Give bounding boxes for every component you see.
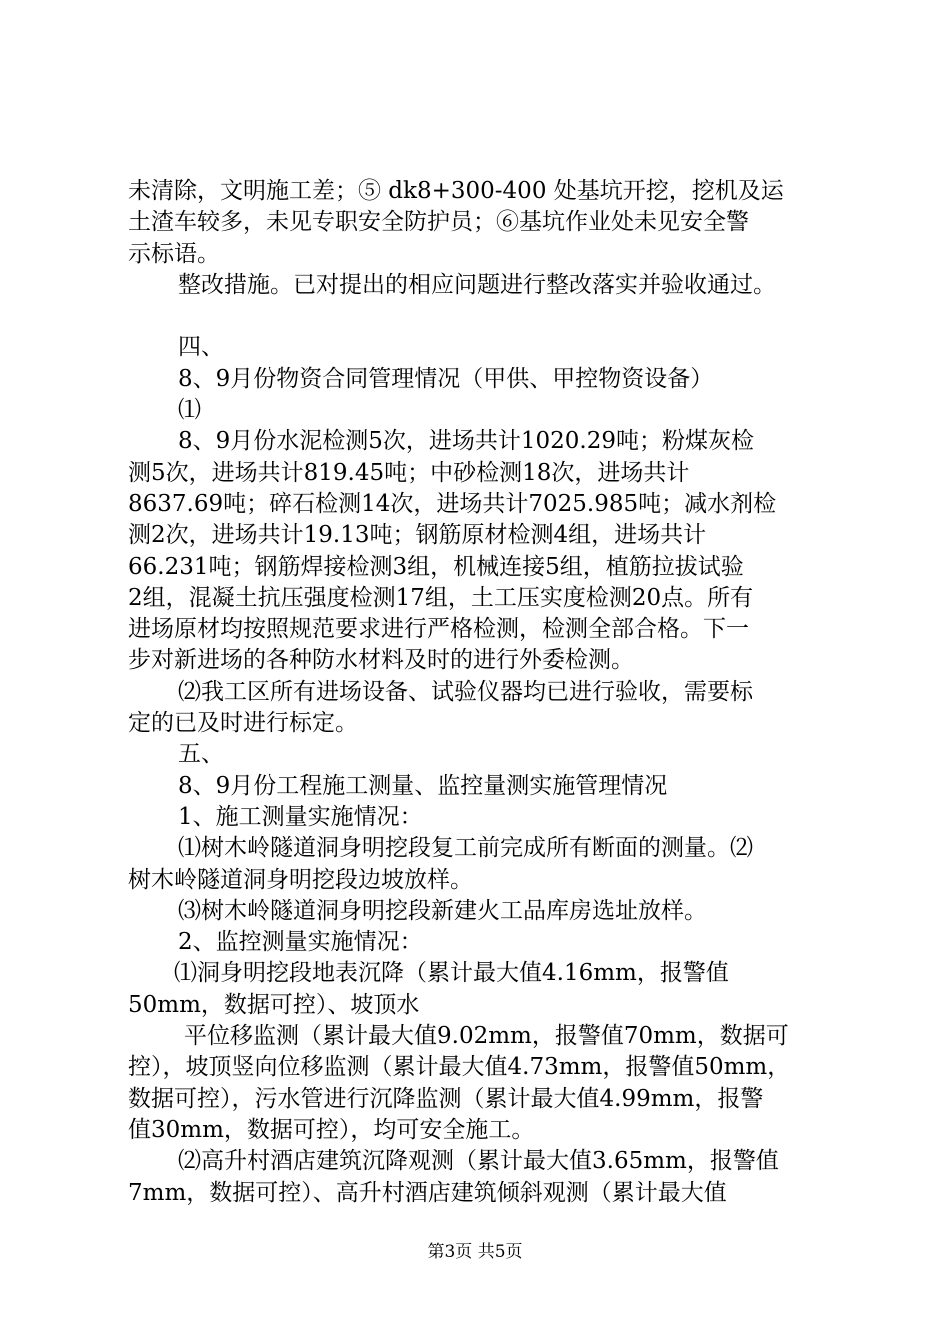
text-line: 8637.69吨；碎石检测14次，进场共计7025.985吨；减水剂检 <box>128 490 777 517</box>
section-heading: 五、 <box>178 741 224 768</box>
section-title: 8、9月份物资合同管理情况（甲供、甲控物资设备） <box>178 365 714 392</box>
text-line: ⑴洞身明挖段地表沉降（累计最大值4.16mm，报警值 <box>174 960 729 987</box>
text-line: 示标语。 <box>128 240 220 267</box>
subsection-title: 1、施工测量实施情况： <box>178 803 423 830</box>
text-line: 控），坡顶竖向位移监测（累计最大值4.73mm，报警值50mm， <box>128 1054 791 1081</box>
text-line: 50mm，数据可控）、坡顶水 <box>128 991 420 1018</box>
section-title: 8、9月份工程施工测量、监控量测实施管理情况 <box>178 772 668 799</box>
text-line: ⑴树木岭隧道洞身明挖段复工前完成所有断面的测量。⑵ <box>178 835 753 862</box>
text-line: ⑶树木岭隧道洞身明挖段新建火工品库房选址放样。 <box>178 897 707 924</box>
text-line: 步对新进场的各种防水材料及时的进行外委检测。 <box>128 647 634 674</box>
text-line: ⑵高升村酒店建筑沉降观测（累计最大值3.65mm，报警值 <box>178 1148 779 1175</box>
text-line: 土渣车较多，未见专职安全防护员；⑥基坑作业处未见安全警 <box>128 209 749 236</box>
text-line: 测2次，进场共计19.13吨；钢筋原材检测4组，进场共计 <box>128 522 707 549</box>
text-line: 8、9月份水泥检测5次，进场共计1020.29吨；粉煤灰检 <box>178 428 755 455</box>
text-line: 66.231吨；钢筋焊接检测3组，机械连接5组，植筋拉拔试验 <box>128 553 744 580</box>
section-heading: 四、 <box>178 334 224 361</box>
text-line: 进场原材均按照规范要求进行严格检测，检测全部合格。下一 <box>128 616 749 643</box>
body-text <box>128 176 834 1209</box>
text-line: 定的已及时进行标定。 <box>128 710 358 737</box>
text-line: 未清除，文明施工差；⑤ dk8+300-400 处基坑开挖，挖机及运 <box>128 178 784 204</box>
paragraph-spacer <box>128 301 834 332</box>
text-line: 7mm，数据可控）、高升村酒店建筑倾斜观测（累计最大值 <box>128 1179 727 1206</box>
item-marker: ⑴ <box>178 397 201 424</box>
text-line: 值30mm，数据可控），均可安全施工。 <box>128 1116 535 1143</box>
text-line: ⑵我工区所有进场设备、试验仪器均已进行验收，需要标 <box>178 678 753 705</box>
page-number: 第3页 共5页 <box>427 1242 523 1262</box>
text-line: 平位移监测（累计最大值9.02mm，报警值70mm，数据可 <box>184 1023 789 1050</box>
page-footer <box>0 1240 950 1264</box>
text-line: 2组，混凝土抗压强度检测17组，土工压实度检测20点。所有 <box>128 584 754 611</box>
subsection-title: 2、监控测量实施情况： <box>178 929 423 956</box>
text-line: 整改措施。已对提出的相应问题进行整改落实并验收通过。 <box>178 271 776 298</box>
text-line: 树木岭隧道洞身明挖段边坡放样。 <box>128 866 473 893</box>
text-line: 测5次，进场共计819.45吨；中砂检测18次，进场共计 <box>128 459 690 486</box>
text-line: 数据可控），污水管进行沉降监测（累计最大值4.99mm，报警 <box>128 1085 764 1112</box>
